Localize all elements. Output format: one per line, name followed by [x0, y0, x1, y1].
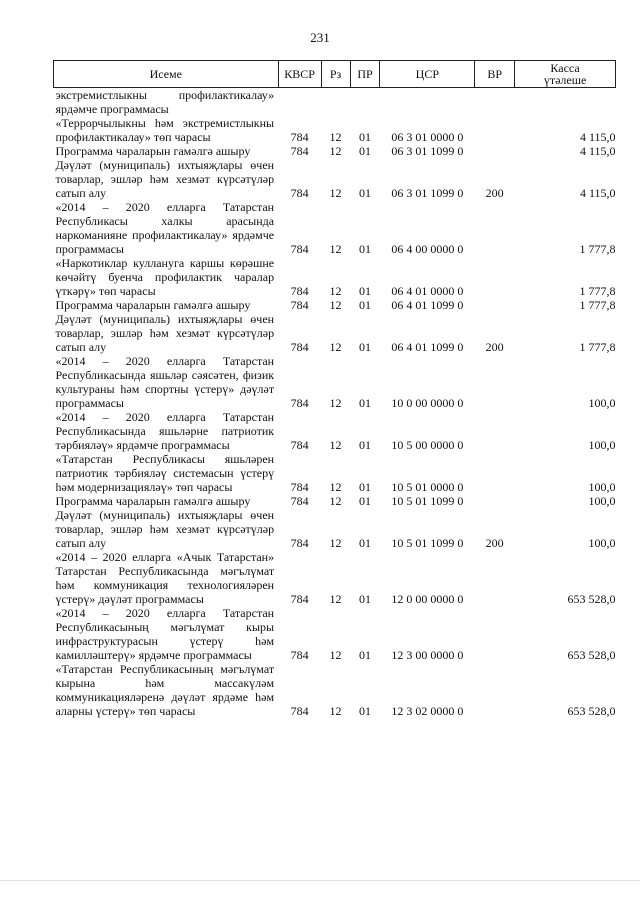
table-row [54, 494, 616, 508]
cell-sum: 1 777,8 [579, 284, 616, 298]
cell-sum: 100,0 [588, 396, 616, 410]
header-csr: ЦСР [380, 61, 475, 88]
cell-sum: 1 777,8 [579, 298, 616, 312]
cell-vr [475, 550, 515, 606]
cell-sum: 653 528,0 [567, 648, 616, 662]
cell-rz: 12 [329, 396, 342, 410]
cell-vr [475, 452, 515, 494]
header-sum [515, 61, 616, 88]
cell-pr: 01 [358, 186, 371, 200]
cell-vr [475, 494, 515, 508]
cell-pr: 01 [358, 340, 371, 354]
header-sum-line2: үтәлеше [543, 73, 587, 87]
cell-csr: 10 5 01 1099 0 [391, 536, 464, 550]
cell-csr: 12 3 00 0000 0 [391, 648, 464, 662]
page-number: 231 [310, 30, 330, 45]
cell-kvsr: 784 [290, 396, 309, 410]
cell-pr: 01 [358, 648, 371, 662]
cell-csr: 06 4 01 1099 0 [391, 340, 464, 354]
cell-kvsr: 784 [290, 480, 309, 494]
cell-kvsr [278, 88, 321, 117]
cell-sum: 100,0 [588, 480, 616, 494]
cell-vr [475, 606, 515, 662]
cell-sum: 100,0 [588, 438, 616, 452]
cell-name: «Татарстан Республикасының мәгълүмат кырына һәм массакүләм коммуникацияләренә дәүләт ярдәме һәм аларны үстерү» төп чарасы [55, 662, 275, 718]
cell-csr: 06 3 01 1099 0 [391, 186, 464, 200]
cell-name: Программа чараларын гамәлгә ашыру [55, 494, 251, 508]
page-bottom-rule [0, 880, 640, 881]
table-row [54, 298, 616, 312]
table-row [54, 452, 616, 494]
cell-kvsr: 784 [290, 592, 309, 606]
cell-pr: 01 [358, 242, 371, 256]
cell-pr: 01 [358, 438, 371, 452]
table-row [54, 662, 616, 718]
cell-rz: 12 [329, 298, 342, 312]
cell-name: Дәүләт (муниципаль) ихтыяҗлары өчен товарлар, эшләр һәм хезмәт күрсәтүләр сатып алу [55, 158, 275, 200]
cell-name: экстремистлыкны профилактикалау» ярдәмче программасы [55, 88, 275, 116]
cell-vr [475, 354, 515, 410]
cell-rz: 12 [329, 438, 342, 452]
cell-csr: 10 0 00 0000 0 [391, 396, 464, 410]
cell-pr: 01 [358, 536, 371, 550]
table-row [54, 410, 616, 452]
header-kvsr: КВСР [278, 61, 321, 88]
cell-csr: 06 3 01 0000 0 [391, 130, 464, 144]
cell-rz: 12 [329, 340, 342, 354]
cell-rz: 12 [329, 648, 342, 662]
table-row [54, 200, 616, 256]
cell-csr: 06 4 01 0000 0 [391, 284, 464, 298]
cell-kvsr: 784 [290, 130, 309, 144]
cell-vr: 200 [485, 340, 504, 354]
cell-rz: 12 [329, 480, 342, 494]
table-row [54, 256, 616, 298]
cell-rz: 12 [329, 704, 342, 718]
cell-vr [475, 200, 515, 256]
cell-vr [475, 662, 515, 718]
table-row [54, 508, 616, 550]
cell-rz: 12 [329, 284, 342, 298]
cell-csr: 10 5 01 0000 0 [391, 480, 464, 494]
table-row [54, 312, 616, 354]
cell-name: «2014 – 2020 елларга Татарстан Республикасы халкы арасында наркоманияне профилактикалау» ярдәмче программасы [55, 200, 275, 256]
table-row [54, 158, 616, 200]
cell-sum: 1 777,8 [579, 242, 616, 256]
cell-vr: 200 [485, 536, 504, 550]
cell-kvsr: 784 [290, 242, 309, 256]
cell-sum: 100,0 [588, 494, 616, 508]
cell-name: «2014 – 2020 елларга Татарстан Республикасында яшьләр сәясәтен, физик культураны һәм спортны үстерү» дәүләт программасы [55, 354, 275, 410]
cell-csr: 06 4 01 1099 0 [391, 298, 464, 312]
cell-rz: 12 [329, 536, 342, 550]
cell-name: Дәүләт (муниципаль) ихтыяҗлары өчен товарлар, эшләр һәм хезмәт күрсәтүләр сатып алу [55, 508, 275, 550]
cell-kvsr: 784 [290, 144, 309, 158]
cell-sum [515, 88, 616, 117]
cell-csr: 12 3 02 0000 0 [391, 704, 464, 718]
cell-csr: 10 5 01 1099 0 [391, 494, 464, 508]
cell-sum: 1 777,8 [579, 340, 616, 354]
cell-rz [321, 88, 350, 117]
cell-csr: 12 0 00 0000 0 [391, 592, 464, 606]
cell-csr: 10 5 00 0000 0 [391, 438, 464, 452]
cell-name: Программа чараларын гамәлгә ашыру [55, 298, 251, 312]
cell-pr: 01 [358, 130, 371, 144]
cell-name: «Террорчылыкны һәм экстремистлыкны профилактикалау» төп чарасы [55, 116, 275, 144]
cell-rz: 12 [329, 130, 342, 144]
cell-vr [475, 298, 515, 312]
cell-pr: 01 [358, 144, 371, 158]
cell-kvsr: 784 [290, 438, 309, 452]
header-name: Исеме [54, 61, 279, 88]
cell-name: «2014 – 2020 елларга Татарстан Республикасында яшьләрне патриотик тәрбияләү» ярдәмче программасы [55, 410, 275, 452]
cell-sum: 653 528,0 [567, 704, 616, 718]
cell-kvsr: 784 [290, 340, 309, 354]
cell-pr: 01 [358, 396, 371, 410]
cell-sum: 4 115,0 [579, 144, 616, 158]
cell-name: «Татарстан Республикасы яшьләрен патриотик тәрбияләү системасын үстерү һәм модернизацияләү» төп чарасы [55, 452, 275, 494]
cell-kvsr: 784 [290, 298, 309, 312]
header-rz: Рз [321, 61, 350, 88]
cell-vr [475, 88, 515, 117]
cell-name: Программа чараларын гамәлгә ашыру [55, 144, 251, 158]
table-row [54, 88, 616, 117]
cell-vr [475, 256, 515, 298]
cell-pr: 01 [358, 284, 371, 298]
cell-rz: 12 [329, 186, 342, 200]
cell-vr: 200 [485, 186, 504, 200]
cell-csr: 06 4 00 0000 0 [391, 242, 464, 256]
cell-kvsr: 784 [290, 536, 309, 550]
cell-rz: 12 [329, 494, 342, 508]
cell-rz: 12 [329, 144, 342, 158]
cell-kvsr: 784 [290, 648, 309, 662]
cell-name: Дәүләт (муниципаль) ихтыяҗлары өчен товарлар, эшләр һәм хезмәт күрсәтүләр сатып алу [55, 312, 275, 354]
cell-name: «2014 – 2020 елларга Татарстан Республикасының мәгълүмат кыры инфраструктурасын үстерү һәм камилләштерү» ярдәмче программасы [55, 606, 275, 662]
cell-kvsr: 784 [290, 494, 309, 508]
cell-kvsr: 784 [290, 186, 309, 200]
cell-pr: 01 [358, 704, 371, 718]
cell-pr: 01 [358, 494, 371, 508]
cell-name: «Наркотиклар куллануга каршы көрәшне көчәйтү буенча профилактик чаралар үткәрү» төп чарасы [55, 256, 275, 298]
cell-name: «2014 – 2020 елларга «Ачык Татарстан» Татарстан Республикасында мәгълүмат һәм коммуникация технологияләрен үстерү» дәүләт программасы [55, 550, 275, 606]
cell-pr: 01 [358, 592, 371, 606]
cell-pr: 01 [358, 480, 371, 494]
cell-sum: 653 528,0 [567, 592, 616, 606]
cell-rz: 12 [329, 242, 342, 256]
table-row [54, 354, 616, 410]
cell-kvsr: 784 [290, 284, 309, 298]
header-vr: ВР [475, 61, 515, 88]
cell-vr [475, 144, 515, 158]
cell-sum: 100,0 [588, 536, 616, 550]
table-row [54, 550, 616, 606]
table-header-row [54, 61, 616, 88]
table-row [54, 606, 616, 662]
cell-rz: 12 [329, 592, 342, 606]
cell-csr: 06 3 01 1099 0 [391, 144, 464, 158]
cell-pr: 01 [358, 298, 371, 312]
cell-vr [475, 410, 515, 452]
cell-pr [350, 88, 380, 117]
table-row [54, 144, 616, 158]
budget-table [53, 60, 616, 718]
header-pr: ПР [350, 61, 380, 88]
header-sum-line1: Касса [550, 61, 580, 75]
cell-csr [380, 88, 475, 117]
table-row [54, 116, 616, 144]
cell-sum: 4 115,0 [579, 186, 616, 200]
cell-vr [475, 116, 515, 144]
cell-kvsr: 784 [290, 704, 309, 718]
cell-sum: 4 115,0 [579, 130, 616, 144]
